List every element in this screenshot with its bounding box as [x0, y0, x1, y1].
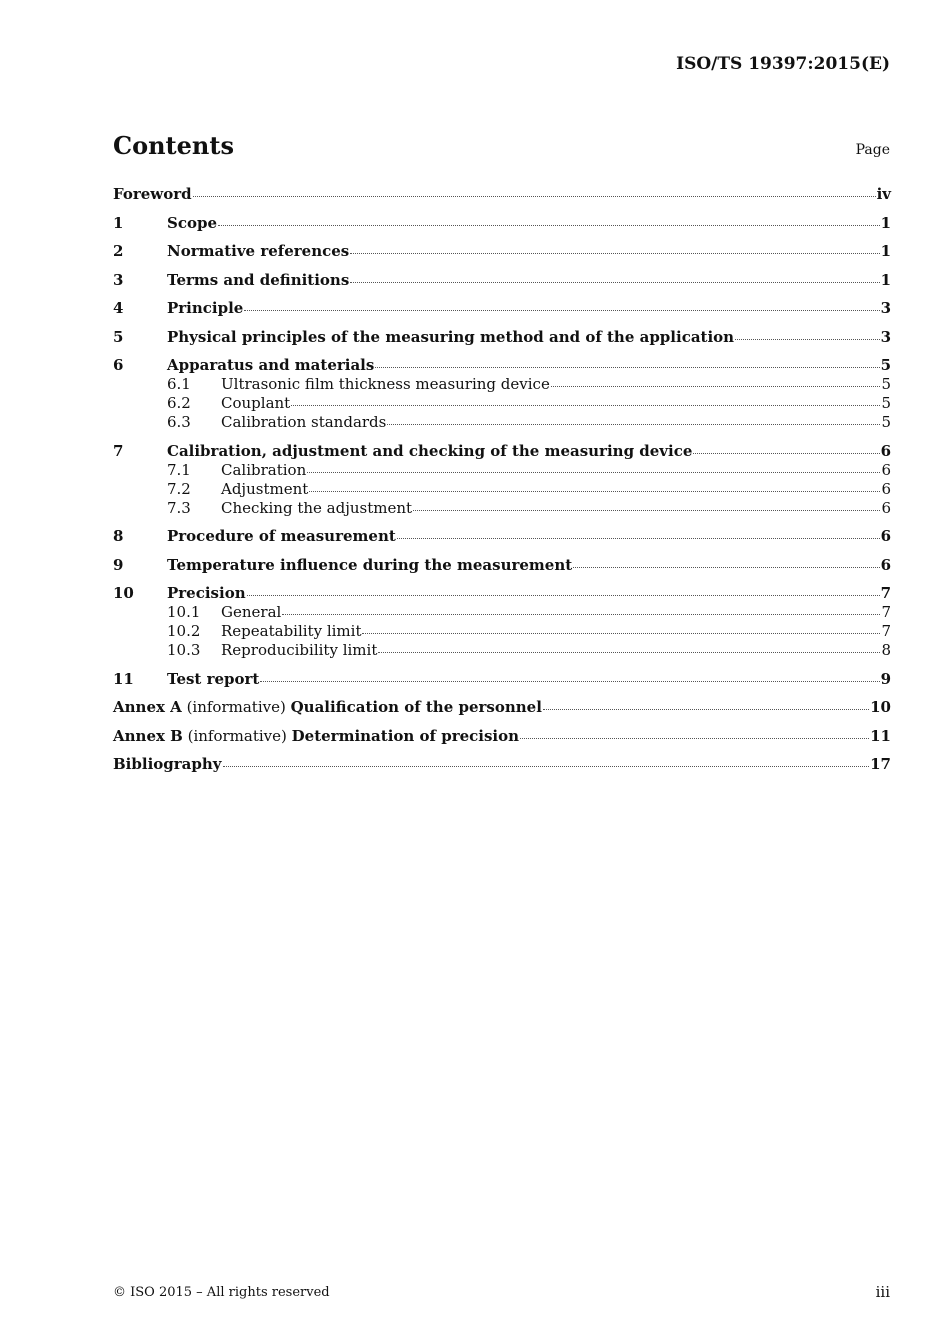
toc-entry-number: 6.1 — [167, 375, 191, 393]
toc-entry-title: Couplant — [221, 394, 291, 412]
toc-entry-title: Terms and definitions — [167, 270, 350, 289]
toc-entry-title: Test report — [167, 669, 260, 688]
toc-entry-number: 1 — [113, 213, 124, 232]
dot-leader — [551, 385, 881, 387]
toc-entry-page: 9 — [880, 669, 891, 688]
toc-entry-title: Physical principles of the measuring method and of the application — [167, 327, 735, 346]
toc-entry-number: 10 — [113, 584, 134, 602]
dot-leader — [350, 252, 879, 254]
toc-entry-page: 3 — [880, 327, 891, 346]
toc-entry-number: 10.2 — [167, 622, 201, 640]
toc-entry-title — [113, 726, 519, 746]
dot-leader — [282, 613, 880, 615]
dot-leader — [362, 632, 880, 634]
toc-entry-page: 6 — [881, 498, 891, 517]
dot-leader — [375, 366, 879, 368]
toc-entry[interactable] — [113, 327, 891, 347]
toc-entry-number: 4 — [113, 299, 124, 317]
toc-entry-number: 11 — [113, 669, 134, 688]
toc-entry[interactable] — [113, 480, 891, 499]
toc-entry-page: 3 — [880, 299, 891, 317]
toc-entry-number: 2 — [113, 242, 124, 260]
toc-entry[interactable] — [113, 641, 891, 660]
toc-entry-number: 6.2 — [167, 394, 191, 412]
annex-qualifier: (informative) — [182, 726, 292, 745]
toc-entry-number: 9 — [113, 555, 124, 574]
toc-entry[interactable] — [113, 499, 891, 518]
dot-leader — [350, 281, 879, 283]
dot-leader — [309, 490, 880, 492]
toc-entry-number: 6.3 — [167, 413, 191, 431]
toc-entry-title: General — [221, 603, 282, 621]
toc-entry-page: 10 — [870, 698, 891, 716]
toc-entry-title: Apparatus and materials — [167, 356, 375, 374]
dot-leader — [260, 680, 879, 682]
toc-entry[interactable] — [113, 394, 891, 413]
toc-entry-page: 1 — [880, 270, 891, 289]
toc-entry-title: Calibration, adjustment and checking of the measuring device — [167, 441, 693, 460]
toc-entry[interactable] — [113, 441, 891, 461]
toc-entry-page: 6 — [881, 479, 891, 498]
toc-entry-title: Checking the adjustment — [221, 498, 413, 517]
toc-entry[interactable] — [113, 754, 891, 774]
toc-entry-page: 6 — [880, 527, 891, 545]
dot-leader — [520, 737, 869, 739]
toc-entry-page: 6 — [880, 441, 891, 460]
dot-leader — [543, 708, 869, 710]
dot-leader — [693, 452, 879, 454]
toc-entry-number: 7 — [113, 441, 124, 460]
toc-entry[interactable] — [113, 726, 891, 746]
dot-leader — [735, 338, 879, 340]
annex-qualifier: (informative) — [181, 698, 291, 716]
toc-entry-title: Adjustment — [221, 479, 309, 498]
toc-entry-page: 5 — [881, 413, 891, 431]
toc-entry-title: Normative references — [167, 242, 350, 260]
toc-entry-number: 10.3 — [167, 641, 201, 659]
toc-entry[interactable] — [113, 669, 891, 689]
toc-entry[interactable] — [113, 213, 891, 233]
annex-label: Annex B — [113, 726, 183, 745]
toc-entry-title: Procedure of measurement — [167, 527, 396, 545]
table-of-contents — [113, 184, 891, 774]
dot-leader — [387, 423, 880, 425]
toc-entry[interactable] — [113, 697, 891, 717]
toc-entry-number: 7.1 — [167, 460, 191, 479]
toc-entry-page: 1 — [880, 242, 891, 260]
toc-entry[interactable] — [113, 461, 891, 480]
toc-entry[interactable] — [113, 355, 891, 375]
toc-entry-number: 6 — [113, 356, 124, 374]
toc-entry-page: 5 — [881, 375, 891, 393]
toc-entry[interactable] — [113, 603, 891, 622]
dot-leader — [193, 195, 876, 197]
toc-entry[interactable] — [113, 583, 891, 603]
dot-leader — [218, 224, 880, 226]
toc-entry-title: Calibration standards — [221, 413, 387, 431]
dot-leader — [413, 509, 880, 511]
page-column-label: Page — [855, 142, 890, 158]
toc-entry-title: Reproducibility limit — [221, 641, 378, 659]
toc-entry-page: 6 — [881, 460, 891, 479]
toc-entry[interactable] — [113, 375, 891, 394]
dot-leader — [291, 404, 880, 406]
dot-leader — [307, 471, 880, 473]
toc-entry[interactable] — [113, 270, 891, 290]
toc-entry-page: 5 — [880, 356, 891, 374]
toc-entry-title: Scope — [167, 213, 218, 232]
toc-entry-page: 11 — [870, 726, 891, 745]
toc-entry-number: 8 — [113, 527, 124, 545]
document-id: ISO/TS 19397:2015(E) — [676, 54, 890, 74]
footer-page-number: iii — [875, 1283, 890, 1301]
annex-title: Qualification of the personnel — [290, 698, 542, 716]
toc-entry-title: Ultrasonic film thickness measuring device — [221, 375, 550, 393]
toc-entry-title: Precision — [167, 584, 246, 602]
annex-label: Annex A — [113, 698, 182, 716]
toc-entry-title: Principle — [167, 299, 244, 317]
toc-entry-page: 7 — [881, 603, 891, 621]
dot-leader — [247, 594, 880, 596]
toc-entry-number: 10.1 — [167, 603, 201, 621]
toc-entry-title: Temperature influence during the measurement — [167, 555, 573, 574]
toc-entry-number: 5 — [113, 327, 124, 346]
toc-entry[interactable] — [113, 555, 891, 575]
toc-entry-page: 17 — [870, 755, 891, 773]
toc-entry-page: 1 — [880, 213, 891, 232]
toc-entry[interactable] — [113, 184, 891, 204]
contents-heading: Contents — [113, 131, 234, 160]
toc-entry-page: 7 — [880, 584, 891, 602]
toc-entry-page: 7 — [881, 622, 891, 640]
dot-leader — [223, 765, 870, 767]
toc-entry[interactable] — [113, 413, 891, 432]
toc-entry-page: 8 — [881, 641, 891, 659]
toc-entry-page: 6 — [880, 555, 891, 574]
toc-entry-title: Bibliography — [113, 755, 222, 773]
toc-entry-title — [113, 697, 542, 717]
dot-leader — [573, 566, 879, 568]
toc-entry-page: iv — [876, 185, 891, 203]
toc-entry-page: 5 — [881, 394, 891, 412]
toc-entry-number: 3 — [113, 270, 124, 289]
toc-entry[interactable] — [113, 526, 891, 546]
toc-entry-number: 7.3 — [167, 498, 191, 517]
toc-entry[interactable] — [113, 622, 891, 641]
dot-leader — [244, 309, 879, 311]
toc-entry[interactable] — [113, 241, 891, 261]
annex-title: Determination of precision — [291, 726, 520, 745]
dot-leader — [378, 651, 880, 653]
toc-entry-number: 7.2 — [167, 479, 191, 498]
footer-copyright: © ISO 2015 – All rights reserved — [113, 1285, 330, 1300]
dot-leader — [397, 537, 880, 539]
toc-entry-title: Calibration — [221, 460, 307, 479]
toc-entry-title: Repeatability limit — [221, 622, 362, 640]
toc-entry[interactable] — [113, 298, 891, 318]
toc-entry-title: Foreword — [113, 185, 192, 203]
